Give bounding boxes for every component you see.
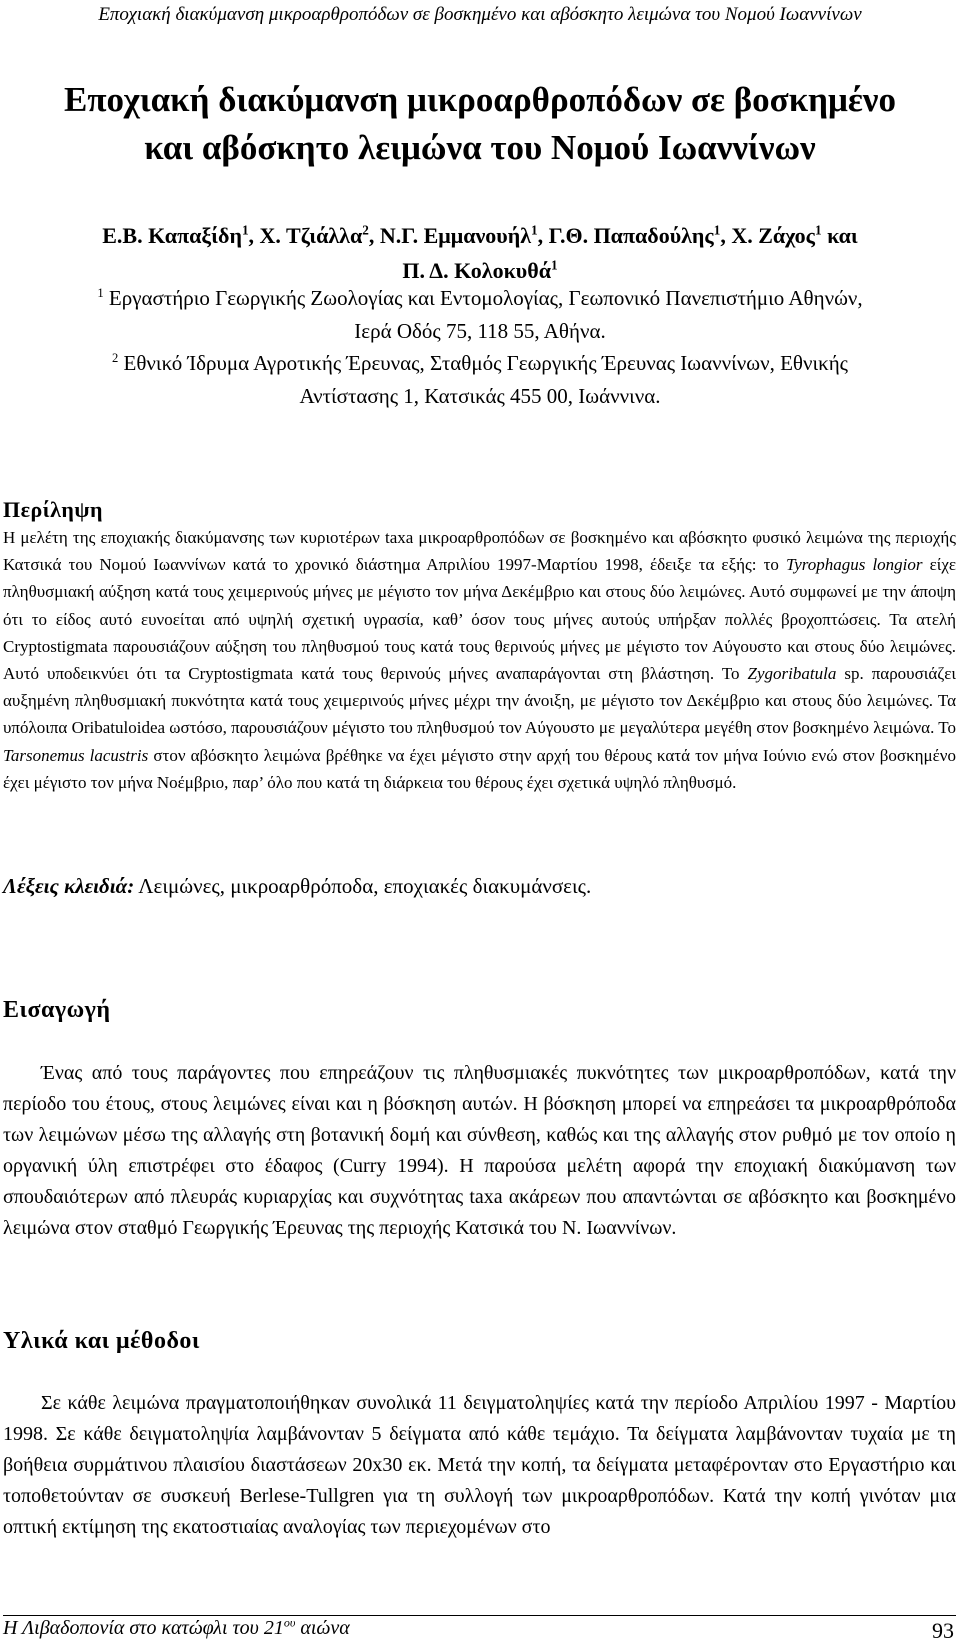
- author-4: Γ.Θ. Παπαδούλης$^1$,: [548, 222, 732, 248]
- affiliation-1: $^1$ Εργαστήριο Γεωργικής Ζωολογίας και Εντομολογίας, Γεωπονικό Πανεπιστήμιο Αθηνών, Ιερά Οδός 75, 118 55, Αθήνα.: [97, 286, 863, 343]
- author-3: Ν.Γ. Εμμανουήλ$^1$,: [379, 222, 549, 248]
- genus-name: Zygoribatula: [747, 664, 837, 684]
- keywords: [3, 874, 953, 899]
- species-name: Tyrophagus longior: [786, 555, 923, 575]
- author-6: Π. Δ. Κολοκυθά$^1$: [402, 257, 558, 283]
- introduction-text: Ένας από τους παράγοντες που επηρεάζουν τις πληθυσμιακές πυκνότητες των μικροαρθροπόδων, κατά την περίοδο του έτους, στους λειμώνες είναι και η βόσκηση αυτών. Η βόσκηση μπορεί να επηρεάσει τα μικροαρθρόποδα των λειμώνων μέσω της αλλαγής στη βοτανική δομή και σύνθεση, καθώς και της αλλαγής στον ρυθμό με τον οποίο η οργανική ύλη επιστρέφει στο έδαφος (Curry 1994). Η παρούσα μελέτη αφορά την εποχιακή διακύμανση των σπουδαιότερων από πλευράς κυριαρχίας και συχνότητας taxa ακάρεων που απαντώνται σε αβόσκητο και βοσκημένο λειμώνα στον σταθμό Γεωργικής Έρευνας της περιοχής Κατσικά του Ν. Ιωαννίνων.: [3, 1062, 956, 1239]
- footer-book-title: Η Λιβαδοπονία στο κατώφλι του $21^{o\upsilon}$ αιώνα: [3, 1615, 350, 1639]
- abstract-text: Η μελέτη της εποχιακής διακύμανσης των κυριοτέρων taxa μικροαρθροπόδων σε βοσκημένο και αβόσκητο φυσικό λειμώνα της περιοχής Κατσικά του Νομού Ιωαννίνων κατά το χρονικό διάστημα Απριλίου 1997-Μαρτίου 1998, έδειξε τα εξής: το Tyrophagus longior είχε πληθυσμιακή αύξηση κατά τους χειμερινούς μήνες με μέγιστο τον μήνα Δεκέμβριο και στους δύο λειμώνες. Αυτό συμφωνεί με την άποψη ότι το είδος αυτό ευνοείται από υψηλή σχετική υγρασία, καθ’ όσον τους μήνες αυτούς υπήρξαν πολλές βροχοπτώσεις. Τα ατελή Cryptostigmata παρουσιάζουν αύξηση του πληθυσμού τους κατά τους θερινούς μήνες με μέγιστο τον Αύγουστο και στους δύο λειμώνες. Αυτό υποδεικνύει ότι τα Cryptostigmata κατά τους θερινούς μήνες αναπαράγονται στη βλάστηση. Το Zygoribatula sp. παρουσιάζει αυξημένη πληθυσμιακή πυκνότητα κατά τους χειμερινούς μήνες μέχρι την άνοιξη, με μέγιστο τον Δεκέμβριο και στους δύο λειμώνες. Τα υπόλοιπα Oribatuloidea ωστόσο, παρουσιάζουν μέγιστο του πληθυσμού τον Αύγουστο με μεγαλύτερα μεγέθη στον βοσκημένο λειμώνα. Το Tarsonemus lacustris στον αβόσκητο λειμώνα βρέθηκε να έχει μέγιστο στην αρχή του θέρους κατά τον μήνα Ιούνιο ενώ στον βοσκημένο έχει μέγιστο τον μήνα Νοέμβριο, παρ’ όλο που κατά τη διάρκεια του θέρους έχει σχετικά υψηλό πληθυσμό.: [3, 528, 956, 792]
- footer-divider: [3, 1615, 956, 1616]
- title-line-2: και αβόσκητο λειμώνα του Νομού Ιωαννίνων: [144, 128, 816, 167]
- section-heading-methods: Υλικά και μέθοδοι: [3, 1328, 200, 1354]
- page-number: 93: [932, 1618, 954, 1643]
- abstract-heading: Περίληψη: [3, 497, 104, 522]
- title-line-1: Εποχιακή διακύμανση μικροαρθροπόδων σε βοσκημένο: [64, 80, 896, 119]
- author-1: Ε.Β. Καπαξίδη$^1$,: [102, 222, 260, 248]
- keywords-label: Λέξεις κλειδιά:: [3, 874, 135, 898]
- species-name: Tarsonemus lacustris: [3, 745, 149, 765]
- paper-title: [0, 76, 960, 172]
- keywords-text: Λειμώνες, μικροαρθρόποδα, εποχιακές διακυμάνσεις.: [134, 874, 592, 898]
- methods-text: Σε κάθε λειμώνα πραγματοποιήθηκαν συνολικά 11 δειγματοληψίες κατά την περίοδο Απριλίου 1997 - Μαρτίου 1998. Σε κάθε δειγματοληψία λαμβάνονταν 5 δείγματα από κάθε τεμάχιο. Τα δείγματα λαμβάνονταν τυχαία με τη βοήθεια συρμάτινου πλαισίου διαστάσεων 20x30 εκ. Μετά την κοπή, τα δείγματα μεταφέρονταν στο Εργαστήριο και τοποθετούνταν σε συσκευή Berlese-Tullgren για τη συλλογή των μικροαρθροπόδων. Κατά την κοπή γινόταν μια οπτική εκτίμηση της εκατοστιαίας αναλογίας των περιεχομένων στο: [3, 1392, 956, 1538]
- affiliation-2: $^2$ Εθνικό Ίδρυμα Αγροτικής Έρευνας, Σταθμός Γεωργικής Έρευνας Ιωαννίνων, Εθνικής Αντίστασης 1, Κατσικάς 455 00, Ιωάννινα.: [112, 351, 848, 408]
- author-list: [10, 218, 950, 288]
- author-5: Χ. Ζάχος$^1$ και: [731, 222, 858, 248]
- section-heading-introduction: Εισαγωγή: [3, 997, 111, 1023]
- author-2: Χ. Τζιάλλα$^2$,: [259, 222, 380, 248]
- running-head: Εποχιακή διακύμανση μικροαρθροπόδων σε βοσκημένο και αβόσκητο λειμώνα του Νομού Ιωαννίνων: [98, 4, 862, 25]
